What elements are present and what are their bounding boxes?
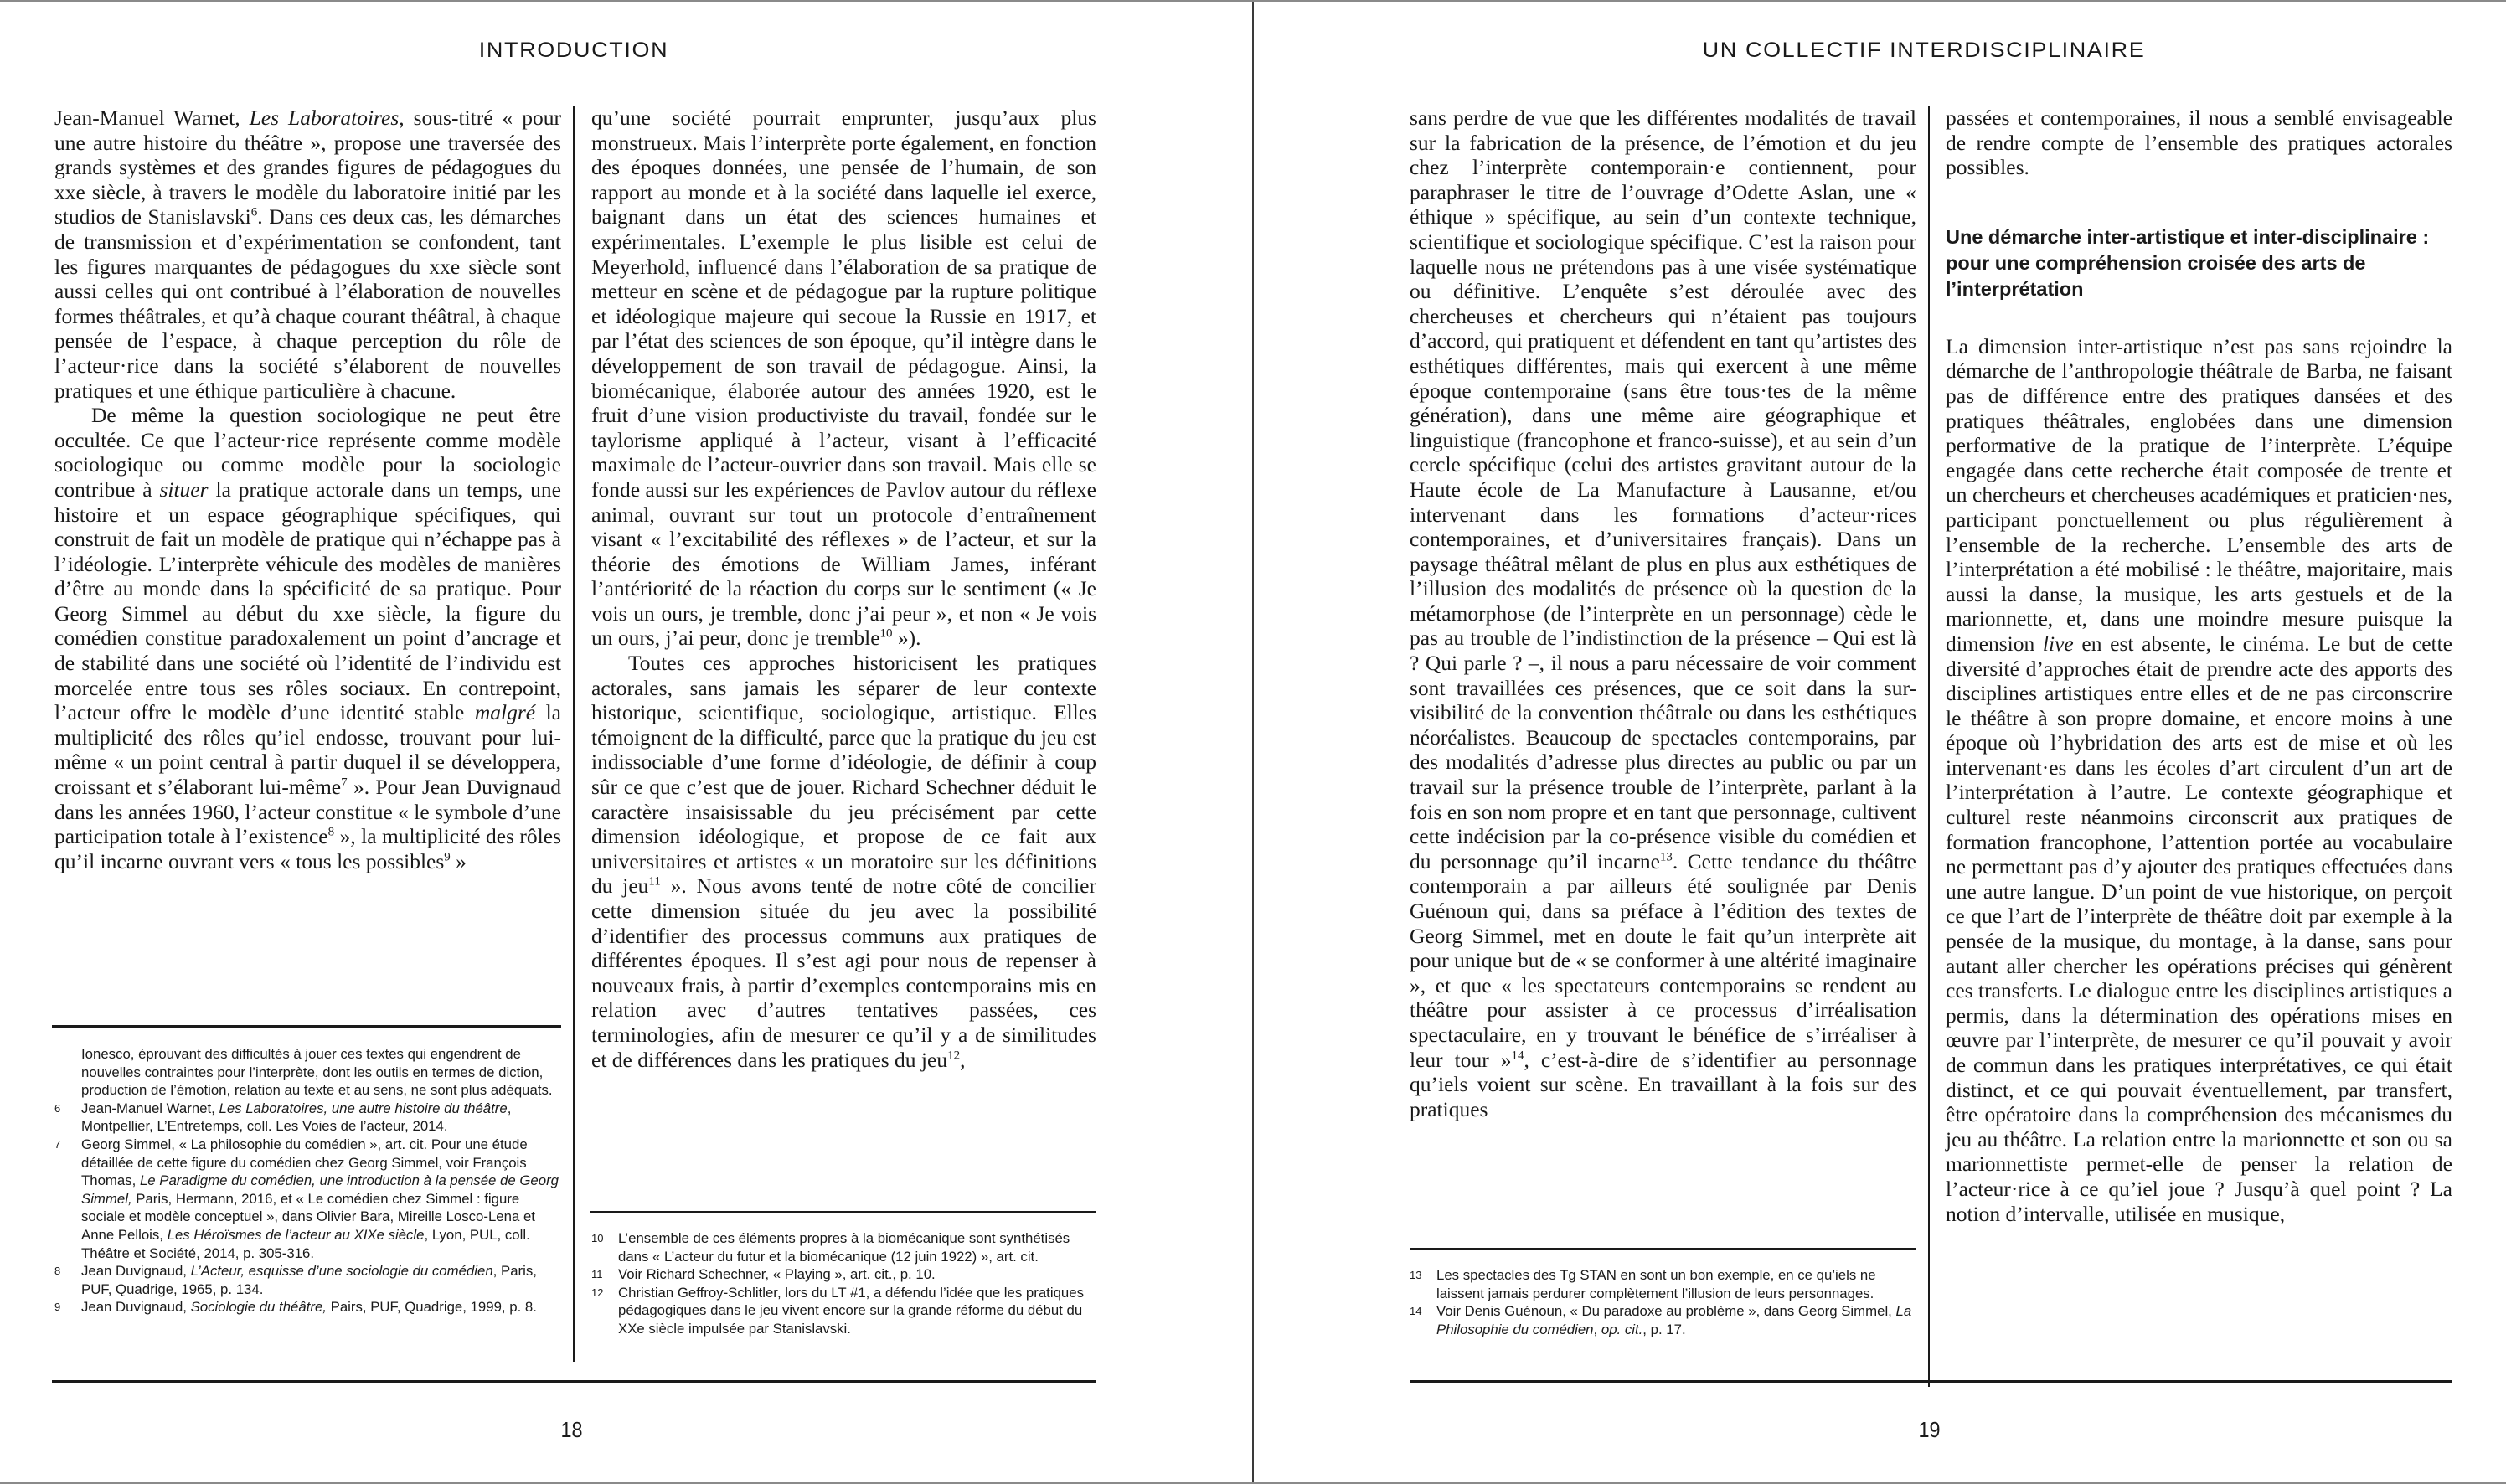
footnote-ref[interactable]: 6 xyxy=(250,205,258,219)
footnote-ref[interactable]: 7 xyxy=(341,775,348,790)
footnotes xyxy=(54,1045,561,1317)
footnote-ref[interactable]: 10 xyxy=(879,626,893,641)
paragraph: De même la question sociologique ne peut être occultée. Ce que l’acteur·rice représente comme modèle sociologique ou comme modèle pour la sociologie contribue à situer la pratique actorale dans un temps, une histoire et un espace géographique spécifiques, qui construit de fait un modèle de pratique qui n’échappe pas à l’idéologie. L’interprète véhicule des modèles de manières d’être au monde dans la spécificité de sa pratique. Pour Georg Simmel au début du xxe siècle, la figure du comédien constitue paradoxalement un point d’ancrage et de stabilité dans une société où l’identité de l’individu est morcelée entre tous ses rôles sociaux. En contrepoint, l’acteur offre le modèle d’une identité stable malgré la multiplicité des rôles qu’iel endosse, trouvant pour lui-même « un point central à partir duquel il se développera, croissant et s’élaborant lui-même$^7$ ». Pour Jean Duvignaud dans les années 1960, l’acteur constitue « le symbole d’une participation totale à l’existence$^8$ », la multiplicité des rôles qu’il incarne ouvrant vers « tous les possibles$^9$ » xyxy=(54,403,562,873)
body-column xyxy=(54,106,561,873)
bottom-rule xyxy=(52,1380,1096,1383)
footnote: 8 Jean Duvignaud, L’Acteur, esquisse d’une sociologie du comédien, Paris, PUF, Quadrige, 1965, p. 134. xyxy=(54,1263,537,1297)
paragraph: passées et contemporaines, il nous a semblé envisageable de rendre compte de l’ensemble des pratiques actorales possibles. xyxy=(1946,106,2452,180)
running-head: INTRODUCTION xyxy=(478,39,669,62)
page-number: 18 xyxy=(560,1417,583,1442)
body-column xyxy=(591,106,1096,1072)
paragraph: qu’une société pourrait emprunter, jusqu’aux plus monstrueux. Mais l’interprète porte également, en fonction des époques données, une pensée de l’humain, de son rapport au monde et à la société dans laquelle iel exerce, baignant dans un état des sciences humaines et expérimentales. L’exemple le plus lisible est celui de Meyerhold, influencé dans l’élaboration de sa pratique de metteur en scène et de pédagogue par la rupture politique et idéologique majeure qui secoue la Russie en 1917, et par l’état des sciences de son époque, qu’il intègre dans le développement de son travail de pédagogue. Ainsi, la biomécanique, élaborée autour des années 1920, est le fruit d’une vision productiviste du travail, fondée sur le taylorisme appliqué à l’acteur, visant à l’efficacité maximale de l’acteur-ouvrier dans son travail. Mais elle se fonde aussi sur les expériences de Pavlov autour du réflexe animal, ouvrant sur tout un protocole d’entraînement visant « l’excitabilité des réflexes » de l’acteur, et sur la théorie des émotions de William James, inférant l’antériorité de la réaction du corps sur le sentiment (« Je vois un ours, je tremble, donc j’ai peur », et non « Je vois un ours, j’ai peur, donc je tremble$^{10}$ »). xyxy=(591,106,1096,651)
footnotes xyxy=(1410,1266,1916,1338)
footnote-ref[interactable]: 8 xyxy=(327,825,335,839)
right-page xyxy=(1254,2,2506,1482)
footnote-ref[interactable]: 9 xyxy=(444,850,451,864)
footnote-ref[interactable]: 11 xyxy=(648,874,661,889)
column-divider xyxy=(573,106,575,1362)
section-heading: Une démarche inter-artistique et inter-disciplinaire : pour une compréhension croisée des arts de l’interprétation xyxy=(1946,225,2430,300)
footnote: 10 L’ensemble de ces éléments propres à la biomécanique sont synthétisés dans « L’acteur du futur et la biomécanique (12 juin 1922) », art. cit. xyxy=(591,1230,1070,1265)
paragraph: sans perdre de vue que les différentes modalités de travail sur la fabrication de la présence, de l’émotion et du jeu chez l’interprète contemporain·e contiennent, pour paraphraser le titre de l’ouvrage d’Odette Aslan, une « éthique » spécifique, au sein d’un contexte technique, scientifique et sociologique spécifique. C’est la raison pour laquelle nous ne prétendons pas à une visée systématique ou définitive. L’enquête s’est déroulée avec des chercheuses et chercheurs qui n’étaient pas toujours d’accord, qui pratiquent et défendent en tant qu’artistes des esthétiques différentes, mais qui exercent à une même époque contemporaine (sans être tous·tes de la même génération), dans une même aire géographique et linguistique (francophone et franco-suisse), et au sein d’un cercle spécifique (celui des artistes gravitant autour de la Haute école de La Manufacture à Lausanne, et/ou intervenant dans les formations d’acteur·rices contemporaines, et d’universitaires français). Dans un paysage théâtral mêlant de plus en plus aux esthétiques de l’illusion des modalités de présence où la question de la métamorphose (de l’interprète en un personnage) cède le pas au trouble de l’indistinction de la présence – Qui est là ? Qui parle ? –, il nous a paru nécessaire de voir comment sont travaillées ces présences, que ce soit dans la sur-visibilité de la convention théâtrale ou dans les esthétiques néoréalistes. Beaucoup de spectacles contemporains, par des modalités d’adresse plus directes au public ou par un travail sur la présence trouble de l’interprète, parlant à la fois en son nom propre et en tant que personnage, cultivent cette indécision par la co-présence visible du comédien et du personnage qu’il incarne$^{13}$. Cette tendance du théâtre contemporain a par ailleurs été soulignée par Denis Guénoun qui, dans sa préface à l’édition des textes de Georg Simmel, met en doute le fait qu’un interprète ait pour unique but de « se conformer à une altérité imaginaire », et que « les spectateurs contemporains se rendent au théâtre pour assister à ce processus d’irréalisation spectaculaire, en y trouvant le bénéfice de s’irréaliser à leur tour »$^{14}$, c’est-à-dire de s’identifier au personnage qu’iels voient sur scène. En travaillant à la fois sur des pratiques xyxy=(1410,106,1916,1121)
footnote: 7 Georg Simmel, « La philosophie du comédien », art. cit. Pour une étude détaillée de cette figure du comédien chez Georg Simmel, voir François Thomas, Le Paradigme du comédien, une introduction à la pensée de Georg Simmel, Paris, Hermann, 2016, et « Le comédien chez Simmel : figure sociale et modèle conceptuel », dans Olivier Bara, Mireille Losco-Lena et Anne Pellois, Les Héroïsmes de l’acteur au XIXe siècle, Lyon, PUL, coll. Théâtre et Société, 2014, p. 305-316. xyxy=(54,1136,559,1261)
footnote: 6 Jean-Manuel Warnet, Les Laboratoires, une autre histoire du théâtre, Montpellier, L’Entretemps, coll. Les Voies de l’acteur, 2014. xyxy=(54,1100,512,1135)
paragraph: Toutes ces approches historicisent les pratiques actorales, sans jamais les séparer de leur contexte historique, scientifique, sociologique, artistique. Elles témoignent de la difficulté, parce que la pratique du jeu est indissociable d’une forme d’idéologie, de définir à coup sûr ce que c’est que de jouer. Richard Schechner déduit le caractère insaisissable du jeu précisément par cette dimension idéologique, et propose de ce fait aux universitaires et artistes « un moratoire sur les définitions du jeu$^{11}$ ». Nous avons tenté de notre côté de concilier cette dimension située du jeu avec la possibilité d’identifier des processus communs aux pratiques de différentes époques. Il s’est agi pour nous de repenser à nouveaux frais, à partir d’exemples contemporains mis en relation avec d’autres tentatives passées, ces terminologies, afin de mesurer ce qu’il y a de similitudes et de différences dans les pratiques du jeu$^{12}$, xyxy=(591,651,1096,1072)
footnote: 13 Les spectacles des Tg STAN en sont un bon exemple, en ce qu’iels ne laissent jamais perdurer complètement l’illusion de leurs personnages. xyxy=(1410,1267,1876,1301)
footnote-rule xyxy=(52,1025,561,1028)
footnote: 12 Christian Geffroy-Schlitler, lors du LT #1, a défendu l’idée que les pratiques pédagogiques dans le jeu vivent encore sur la grande réforme du début du XXe siècle impulsée par Stanislavski. xyxy=(591,1284,1084,1337)
footnote-ref[interactable]: 13 xyxy=(1659,850,1673,864)
footnote-rule xyxy=(590,1211,1096,1213)
left-page xyxy=(0,2,1252,1482)
body-column xyxy=(1946,106,2452,1226)
paragraph: Jean-Manuel Warnet, Les Laboratoires, sous-titré « pour une autre histoire du théâtre », propose une traversée des grands systèmes et des grandes figures de pédagogues du xxe siècle, à travers le modèle du laboratoire initié par les studios de Stanislavski$^6$. Dans ces deux cas, les démarches de transmission et d’expérimentation se confondent, tant les figures marquantes de pédagogues du xxe siècle sont aussi celles qui ont contribué à l’élaboration de nouvelles formes théâtrales, et qu’à chaque courant théâtral, à chaque pensée de l’espace, à chaque perception du rôle de l’acteur·rice dans la société s’élaborent de nouvelles pratiques et une éthique particulière à chacune. xyxy=(54,106,562,403)
footnote-ref[interactable]: 12 xyxy=(947,1049,961,1063)
body-column xyxy=(1410,106,1916,1121)
footnote: 11 Voir Richard Schechner, « Playing », art. cit., p. 10. xyxy=(591,1266,936,1283)
footnote-ref[interactable]: 14 xyxy=(1511,1049,1524,1063)
page-number: 19 xyxy=(1918,1417,1941,1442)
bottom-rule xyxy=(1410,1380,2452,1383)
footnotes xyxy=(591,1229,1096,1338)
footnote: 9 Jean Duvignaud, Sociologie du théâtre, Pairs, PUF, Quadrige, 1999, p. 8. xyxy=(54,1299,537,1316)
footnote: Ionesco, éprouvant des difficultés à jouer ces textes qui engendrent de nouvelles contraintes pour l’interprète, dont les outils en termes de diction, production de l’émotion, relation au texte et au sens, ne sont plus adéquats. xyxy=(81,1046,553,1099)
column-divider xyxy=(1928,106,1930,1387)
footnote-rule xyxy=(1410,1248,1916,1250)
footnote: 14 Voir Denis Guénoun, « Du paradoxe au problème », dans Georg Simmel, La Philosophie du comédien, op. cit., p. 17. xyxy=(1410,1303,1912,1337)
running-head: UN COLLECTIF INTERDISCIPLINAIRE xyxy=(1702,39,2146,62)
paragraph: La dimension inter-artistique n’est pas sans rejoindre la démarche de l’anthropologie théâtrale de Barba, ne faisant pas de différence entre des pratiques dansées et des pratiques théâtrales, englobées dans une dimension performative de la pratique de l’interprète. L’équipe engagée dans cette recherche était composée de trente et un chercheurs et chercheuses académiques et praticien·nes, participant ponctuellement ou plus régulièrement à l’ensemble de la recherche. L’ensemble des arts de l’interprétation a été mobilisé : le théâtre, majoritaire, mais aussi la danse, la musique, les arts gestuels et de la marionnette, et, dans une moindre mesure puisque la dimension live en est absente, le cinéma. Le but de cette diversité d’approches était de prendre acte des apports des disciplines artistiques entre elles et de ne pas circonscrire le théâtre à son propre domaine, et encore moins à une époque où l’hybridation des arts est de mise et où les intervenant·es dans les écoles d’art circulent d’un art de l’interprétation à l’autre. Le contexte géographique et culturel reste néanmoins circonscrit aux pratiques de formation francophone, l’attention portée au vocabulaire ne permettant pas d’y ajouter des pratiques effectuées dans une autre langue. D’un point de vue historique, on perçoit ce que l’art de l’interprète de théâtre doit par exemple à la pensée de la musique, du montage, à la danse, sans pour autant aller chercher les opérations précises qui génèrent ces transferts. Le dialogue entre les disciplines artistiques a permis, dans la détermination des opérations mises en œuvre par l’interprète, de mesurer ce qu’il pouvait y avoir de commun dans les pratiques interprétatives, ce qui était distinct, et ce qui pouvait éventuellement, par transfert, être opératoire dans la compréhension des mécanismes du jeu au théâtre. La relation entre la marionnette et son ou sa marionnettiste permet-elle de penser la relation de l’acteur·rice à ce qu’iel joue ? Jusqu’à quel point ? La notion d’intervalle, utilisée en musique, xyxy=(1946,333,2453,1226)
